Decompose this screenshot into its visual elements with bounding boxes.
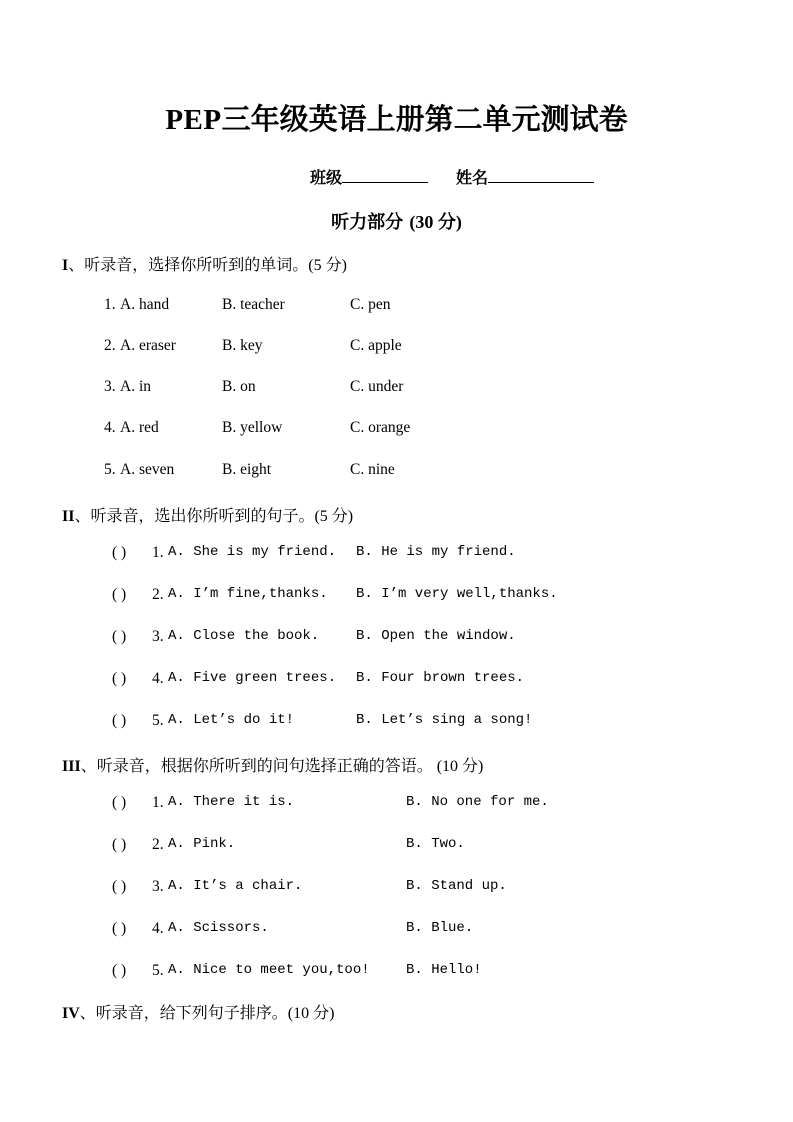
name-label: 姓名 [456, 168, 489, 187]
question-number: 5. [152, 712, 164, 729]
option-a[interactable]: A. eraser [120, 337, 176, 354]
option-c[interactable]: C. orange [350, 419, 411, 436]
section-points: (5 分) [308, 257, 347, 274]
page-title [0, 97, 793, 138]
option-a[interactable]: A. Pink. [168, 836, 236, 852]
option-a[interactable]: A. Five green trees. [168, 670, 337, 686]
answer-bracket[interactable]: ( ) [112, 586, 127, 603]
option-b[interactable]: B. Blue. [406, 920, 474, 936]
option-b[interactable]: B. He is my friend. [356, 544, 516, 560]
question-row [0, 378, 793, 400]
option-b[interactable]: B. on [222, 378, 256, 395]
option-a[interactable]: A. Close the book. [168, 628, 320, 644]
option-a[interactable]: A. red [120, 419, 159, 436]
question-number: 3. [152, 878, 164, 895]
option-b[interactable]: B. key [222, 337, 263, 354]
question-number: 5. [152, 962, 164, 979]
option-a[interactable]: A. Scissors. [168, 920, 269, 936]
answer-bracket[interactable]: ( ) [112, 920, 127, 937]
section-heading-iii [62, 753, 483, 776]
answer-bracket[interactable]: ( ) [112, 670, 127, 687]
question-row [0, 920, 793, 942]
option-a[interactable]: A. I’m fine,thanks. [168, 586, 328, 602]
question-row [0, 794, 793, 816]
option-b[interactable]: B. Stand up. [406, 878, 507, 894]
section-points: (10 分) [287, 1005, 335, 1022]
question-number: 2. [152, 836, 164, 853]
section-numeral: I [62, 257, 69, 274]
section-heading-text: 、听录音，选出你所听到的句子。 [74, 506, 315, 525]
option-a[interactable]: A. It’s a chair. [168, 878, 303, 894]
option-b[interactable]: B. yellow [222, 419, 283, 436]
question-row [0, 836, 793, 858]
question-number: 2. [152, 586, 164, 603]
option-b[interactable]: B. Four brown trees. [356, 670, 525, 686]
option-b[interactable]: B. Let’s sing a song! [356, 712, 533, 728]
question-number: 3. [152, 628, 164, 645]
section-points: (10 分) [432, 758, 484, 775]
option-a[interactable]: A. in [120, 378, 151, 395]
question-number: 3. [104, 378, 116, 395]
question-number: 4. [152, 670, 164, 687]
question-row [0, 628, 793, 650]
listening-part-points: (30 分) [409, 212, 462, 232]
option-b[interactable]: B. Open the window. [356, 628, 516, 644]
option-a[interactable]: A. She is my friend. [168, 544, 337, 560]
listening-part-title: 听力部分 [331, 212, 404, 233]
section-heading-text: 、听录音，选择你所听到的单词。 [68, 255, 309, 274]
answer-bracket[interactable]: ( ) [112, 794, 127, 811]
question-number: 1. [104, 296, 116, 313]
name-blank[interactable] [488, 182, 594, 183]
question-row [0, 337, 793, 359]
question-row [0, 544, 793, 566]
answer-bracket[interactable]: ( ) [112, 836, 127, 853]
question-row [0, 586, 793, 608]
question-number: 1. [152, 544, 164, 561]
answer-bracket[interactable]: ( ) [112, 628, 127, 645]
question-number: 1. [152, 794, 164, 811]
question-row [0, 962, 793, 984]
answer-bracket[interactable]: ( ) [112, 712, 127, 729]
question-number: 4. [104, 419, 116, 436]
class-label: 班级 [310, 168, 343, 187]
question-row [0, 670, 793, 692]
option-a[interactable]: A. There it is. [168, 794, 295, 810]
answer-bracket[interactable]: ( ) [112, 878, 127, 895]
listening-part-header [0, 208, 793, 234]
option-b[interactable]: B. No one for me. [406, 794, 549, 810]
question-number: 4. [152, 920, 164, 937]
option-c[interactable]: C. pen [350, 296, 391, 313]
page-title-latin: PEP [165, 104, 222, 136]
option-a[interactable]: A. Nice to meet you,too! [168, 962, 370, 978]
student-info-line [310, 165, 594, 188]
section-points: (5 分) [314, 508, 354, 525]
section-numeral: III [62, 758, 81, 775]
question-row [0, 461, 793, 483]
option-a[interactable]: A. hand [120, 296, 170, 313]
question-row [0, 296, 793, 318]
option-a[interactable]: A. Let’s do it! [168, 712, 295, 728]
section-heading-iv [62, 1000, 334, 1023]
section-heading-text: 、听录音，给下列句子排序。 [79, 1003, 288, 1022]
option-c[interactable]: C. nine [350, 461, 395, 478]
section-heading-i [62, 252, 347, 275]
option-a[interactable]: A. seven [120, 461, 175, 478]
class-blank[interactable] [342, 182, 428, 183]
option-c[interactable]: C. under [350, 378, 404, 395]
option-b[interactable]: B. Hello! [406, 962, 482, 978]
option-b[interactable]: B. eight [222, 461, 272, 478]
option-b[interactable]: B. I’m very well,thanks. [356, 586, 558, 602]
answer-bracket[interactable]: ( ) [112, 962, 127, 979]
option-b[interactable]: B. teacher [222, 296, 285, 313]
question-row [0, 419, 793, 441]
answer-bracket[interactable]: ( ) [112, 544, 127, 561]
section-heading-text: 、听录音，根据你所听到的问句选择正确的答语。 [80, 756, 433, 775]
section-heading-ii [62, 503, 353, 526]
question-row [0, 712, 793, 734]
page-title-cjk: 三年级英语上册第二单元测试卷 [221, 102, 628, 136]
question-number: 2. [104, 337, 116, 354]
section-numeral: II [62, 508, 75, 525]
option-b[interactable]: B. Two. [406, 836, 465, 852]
question-number: 5. [104, 461, 116, 478]
question-row [0, 878, 793, 900]
option-c[interactable]: C. apple [350, 337, 402, 354]
section-numeral: IV [62, 1005, 80, 1022]
